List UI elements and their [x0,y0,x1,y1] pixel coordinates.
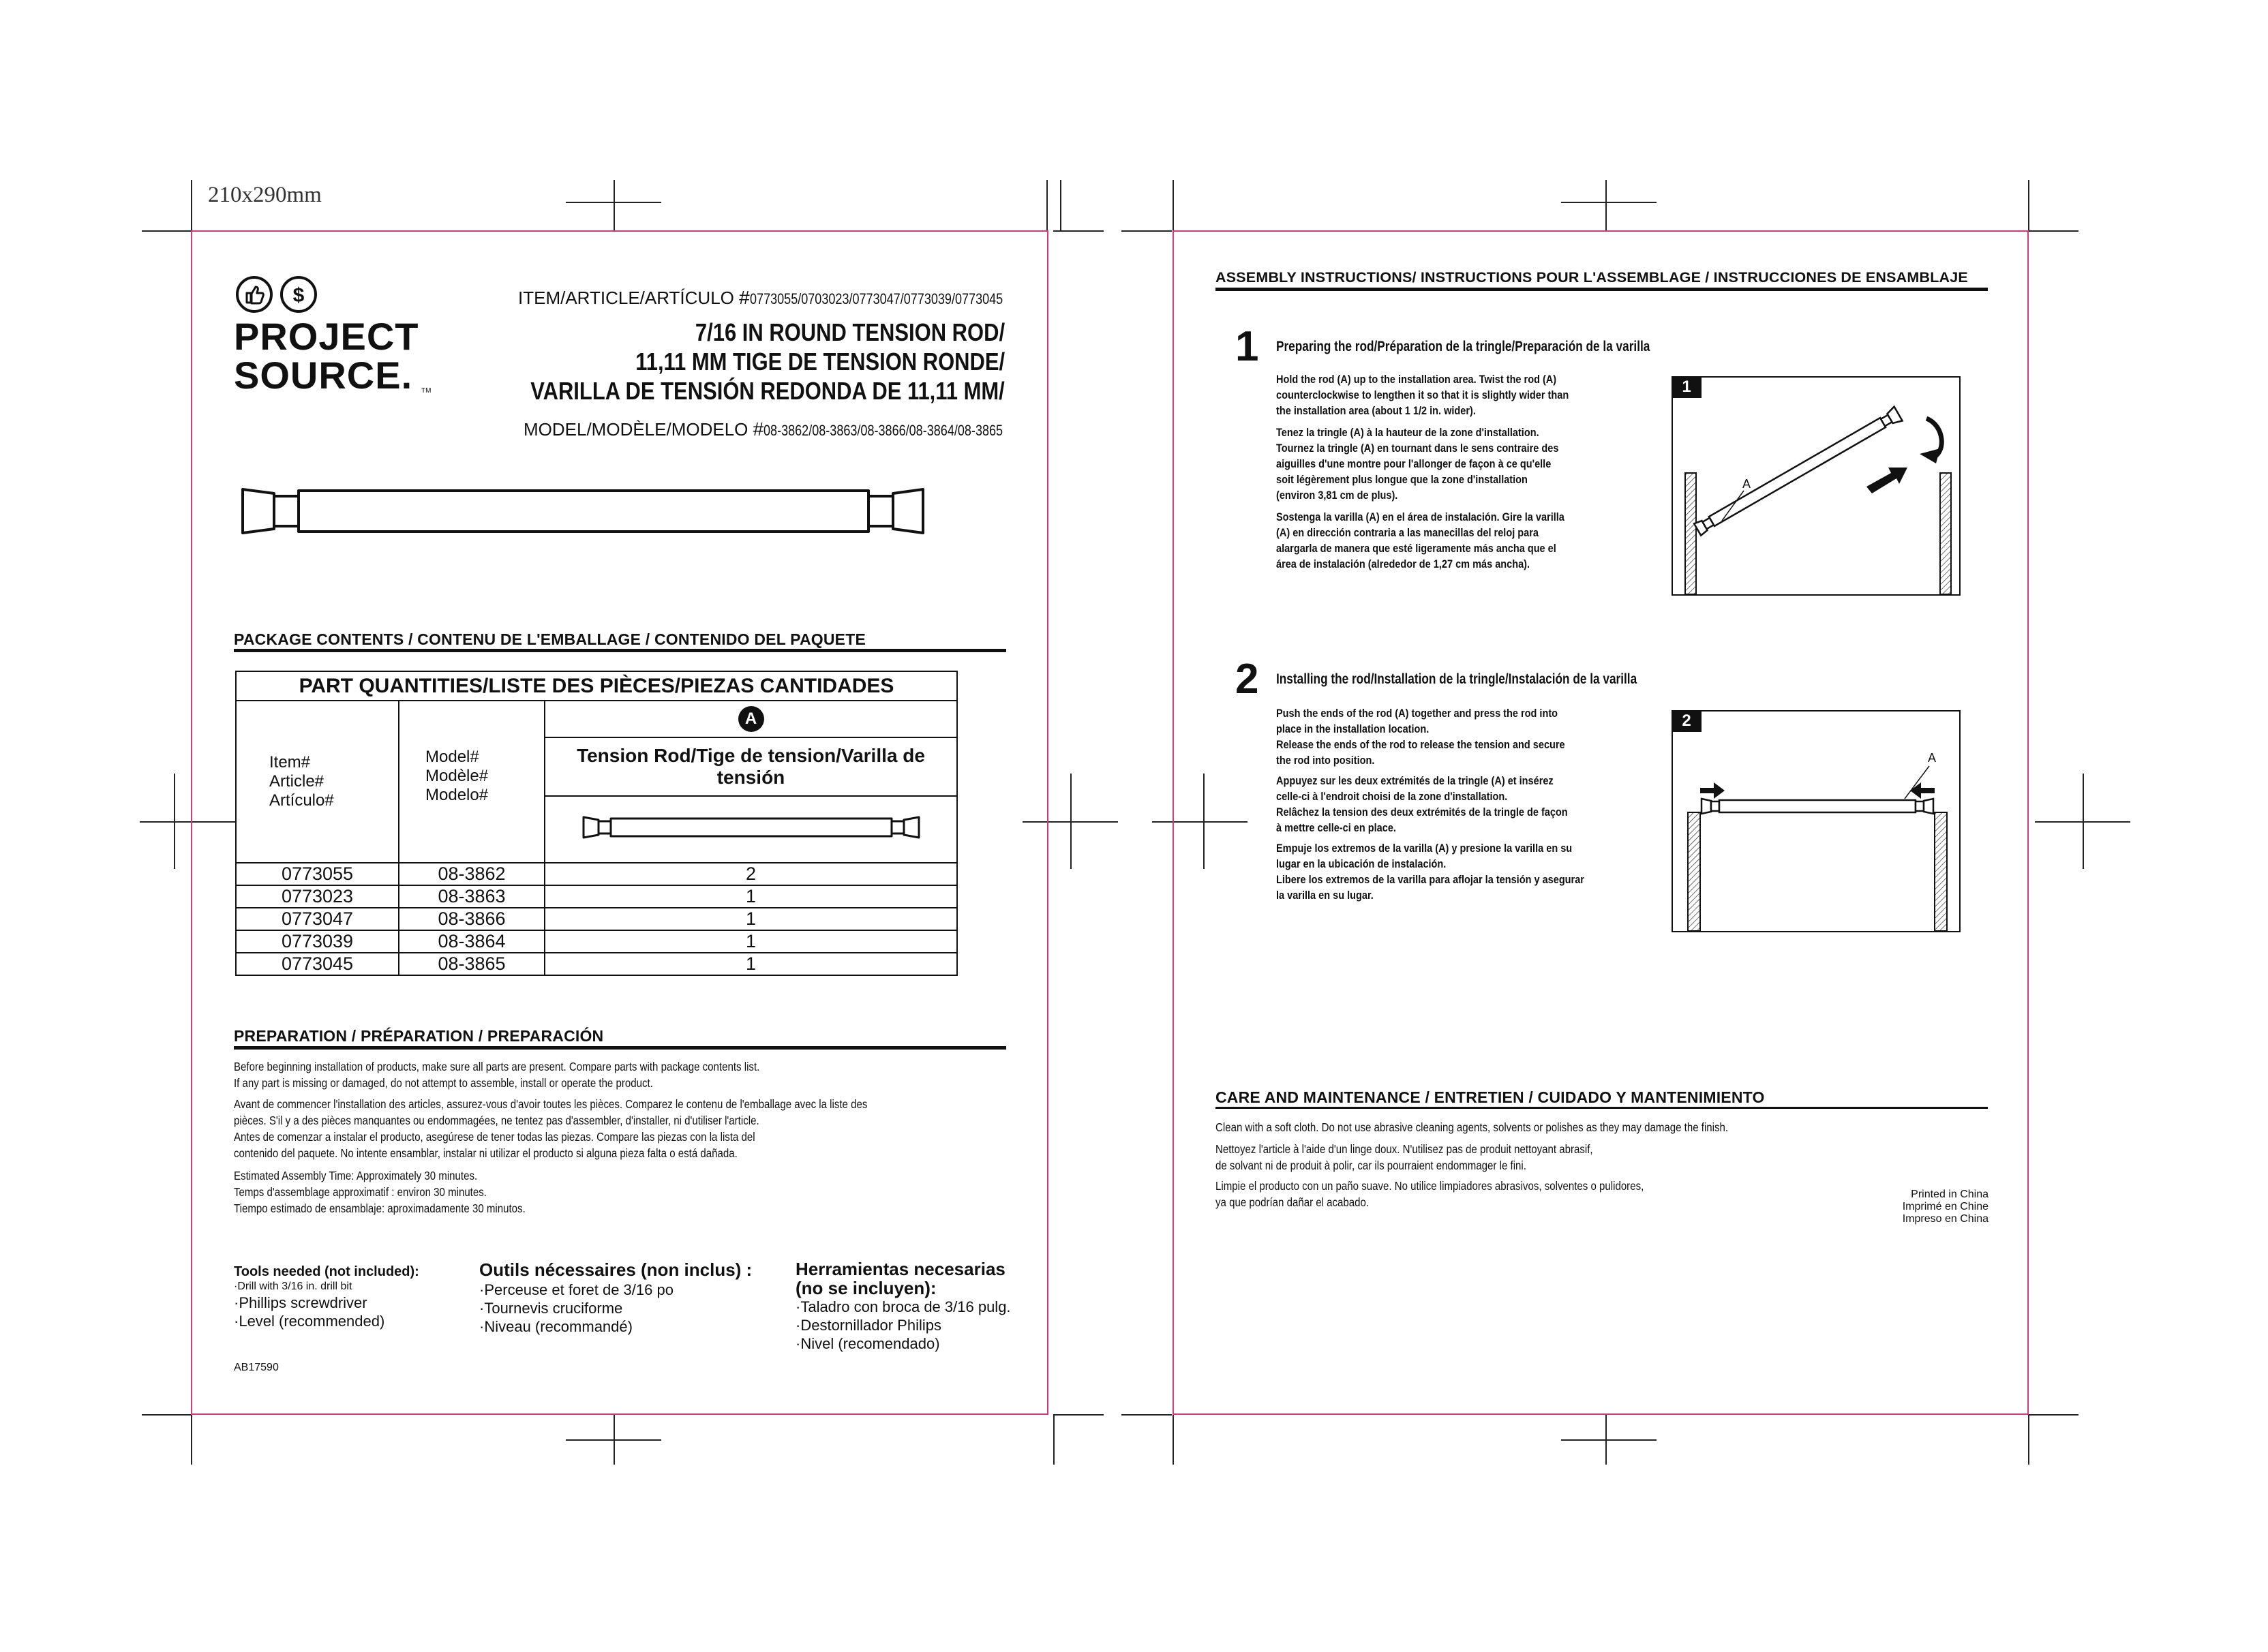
part-label: A [1928,751,1937,765]
part-letter-badge: A [738,706,764,732]
part-name-cell: Tension Rod/Tige de tension/Varilla de tensión [545,737,957,796]
brand-line1: PROJECT [234,315,419,358]
item-header: Item# Article# Artículo# [236,701,399,863]
part-quantities-table [235,671,958,976]
dollar-icon [279,275,318,313]
care-text: Clean with a soft cloth. Do not use abrasive cleaning agents, solvents or polishes as they may damage the finish. Nettoyez l'article à l'aide d'un linge doux. N'utilisez pas de produit nettoyant abrasif, de solvant ni de produit à polir, car ils pourraient endommager le fini. Limpie el producto con un paño suave. No utilice limpiadores abrasivos, solventes o pulidores, ya que podrían dañar el acabado. [1215,1120,1729,1209]
preparation-text: Before beginning installation of products, make sure all parts are present. Compare parts with package contents list. If any part is missing or damaged, do not attempt to assemble, install or operate the product. Avant de commencer l'installation des articles, assurez-vous d'avoir toutes les pièces. Comparez le contenu de l'emballage avec la liste des pièces. S'il y a des pièces manquantes ou endommagées, ne tentez pas d'assembler, d'installer, ni d'utiliser l'article. Antes de comenzar a instalar el producto, asegúrese de tener todas las piezas. Compare las piezas con la lista del contenido del paquete. No intente ensamblar, instalar ni utilizar el producto si alguna pieza falta o está dañada. Estimated Assembly Time: Approximately 30 minutes. Temps d'assemblage approximatif : environ 30 minutes. Tiempo estimado de ensamblaje: aproximadamente 30 minutos. [234,1060,868,1215]
model-numbers: 08-3862/08-3863/08-3866/08-3864/08-3865 [763,422,1003,439]
step-figure [1672,376,1961,596]
svg-text:$: $ [292,284,305,307]
table-row: 0773055 08-3862 2 [236,863,957,885]
thumbs-up-icon [235,275,273,313]
step-title: Preparing the rod/Préparation de la tringle/Preparación de la varilla [1276,339,1650,354]
part-label: A [1742,477,1751,491]
document-code: AB17590 [234,1362,279,1373]
brand-tm: TM [421,387,432,395]
tools-en: Tools needed (not included): ·Drill with 3/16 in. drill bit ·Phillips screwdriver ·Level (recommended) [234,1264,419,1330]
size-label: 210x290mm [208,183,322,207]
title-line3: VARILLA DE TENSIÓN REDONDA DE 11,11 MM/ [530,377,1005,405]
step-text: Hold the rod (A) up to the installation area. Twist the rod (A) counterclockwise to lengthen it so that it is slightly wider than the installation area (about 1 1/2 in. wider). Tenez la tringle (A) à la hauteur de la zone d'installation. Tournez la tringle (A) en tournant dans le sens contraire des aiguilles d'une montre pour l'allonger de façon à ce qu'elle soit légèrement plus longue que la zone d'installation (environ 3,81 cm de plus). Sostenga la varilla (A) en el área de instalación. Gire la varilla (A) en dirección contraria a las manecillas del reloj para alargarla de manera que esté ligeramente más ancha que el área de instalación (alrededor de 1,27 cm más ancha). [1276,373,1569,570]
title-line1: 7/16 IN ROUND TENSION ROD/ [695,318,1005,346]
step-text: Push the ends of the rod (A) together and press the rod into place in the installation location. Release the ends of the rod to release the tension and secure the rod into position. Appuyez sur les deux extrémités de la tringle (A) et insérez celle-ci à l'endroit choisi de la zone d'installation. Relâchez la tension des deux extrémités de la tringle de façon à mettre celle-ci en place. Empuje los extremos de la varilla (A) y presione la varilla en su lugar en la ubicación de instalación. Libere los extremos de la varilla para aflojar la tensión y asegurar la varilla en su lugar. [1276,707,1584,902]
model-header: Model# Modèle# Modelo# [399,701,545,863]
printed-in: Printed in China Imprimé en Chine Impreso en China [1902,1189,1989,1225]
table-row: 0773047 08-3866 1 [236,908,957,930]
step-number: 1 [1235,323,1259,370]
part-letter-cell [545,701,957,737]
figure-label: 2 [1672,710,1702,732]
title-line2: 11,11 MM TIGE DE TENSION RONDE/ [635,348,1005,376]
item-hash: # [739,287,750,308]
item-line [518,287,1058,309]
model-hash: # [753,418,764,440]
small-rod-illustration [581,810,922,844]
table-row: 0773023 08-3863 1 [236,885,957,908]
step-figure [1672,710,1961,932]
model-label: MODEL/MODÈLE/MODELO [524,419,749,440]
tools-fr: Outils nécessaires (non inclus) : ·Perceuse et foret de 3/16 po ·Tournevis cruciforme ·Niveau (recommandé) [479,1259,753,1335]
figure-label: 1 [1672,376,1702,398]
care-heading: CARE AND MAINTENANCE / ENTRETIEN / CUIDADO Y MANTENIMIENTO [1215,1088,1765,1106]
package-heading: PACKAGE CONTENTS / CONTENU DE L'EMBALLAGE / CONTENIDO DEL PAQUETE [234,630,866,648]
tension-rod-illustration [239,477,927,545]
table-title: PART QUANTITIES/LISTE DES PIÈCES/PIEZAS CANTIDADES [236,671,957,701]
preparation-heading: PREPARATION / PRÉPARATION / PREPARACIÓN [234,1027,604,1045]
step-number: 2 [1235,656,1259,703]
model-line [524,418,1055,440]
product-title [453,318,1005,406]
step-title: Installing the rod/Installation de la tringle/Instalación de la varilla [1276,671,1637,687]
tools-es: Herramientas necesarias (no se incluyen): ·Taladro con broca de 3/16 pulg. ·Destornillador Philips ·Nivel (recomendado) [796,1259,1011,1352]
item-label: ITEM/ARTICLE/ARTÍCULO [518,288,734,308]
brand-line2: SOURCE. [234,354,413,397]
part-image-cell [545,796,957,863]
item-numbers: 0773055/0703023/0773047/0773039/0773045 [749,290,1003,307]
table-row: 0773045 08-3865 1 [236,953,957,975]
table-row: 0773039 08-3864 1 [236,930,957,953]
assembly-heading: ASSEMBLY INSTRUCTIONS/ INSTRUCTIONS POUR L'ASSEMBLAGE / INSTRUCCIONES DE ENSAMBLAJE [1215,269,1968,286]
